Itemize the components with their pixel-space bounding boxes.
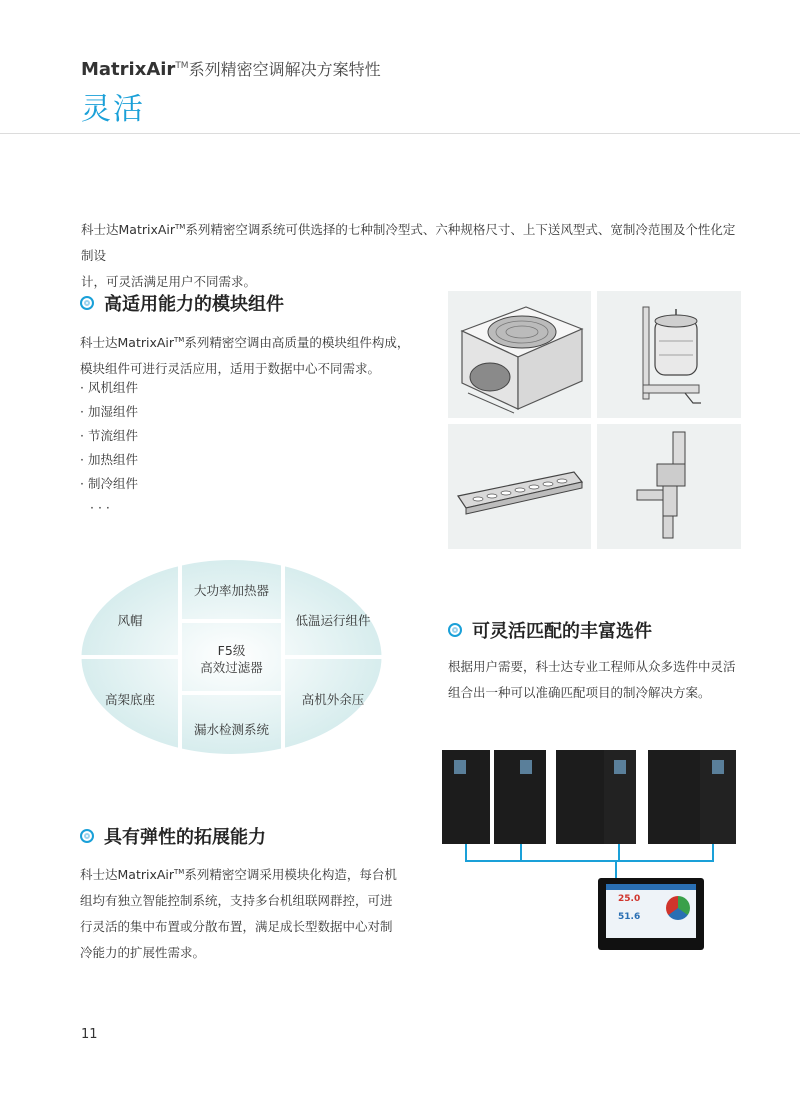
brand-name: MatrixAir [81,59,176,80]
ac-unit [556,750,604,844]
list-ellipsis: · · · [90,500,110,515]
expand-line3: 行灵活的集中布置或分散布置，满足成长型数据中心对制 [80,919,393,935]
unit-display-icon [520,760,532,774]
ac-unit [494,750,546,844]
expand-desc-b: 系列精密空调采用模块化构造，每台机 [184,867,397,883]
connector-line [615,860,617,880]
options-section-title [448,617,652,643]
expand-line4: 冷能力的扩展性需求。 [80,945,206,961]
touch-controller [598,878,704,950]
page-number: 11 [81,1027,98,1042]
option-cell: 高效过滤器 [200,660,263,675]
humidifier-image [597,291,741,418]
expand-tm: TM [174,868,185,876]
options-line1: 根据用户需要，科士达专业工程师从众多选件中灵活 [448,659,736,674]
trademark: TM [175,61,189,71]
humidifier-drawing [597,291,741,418]
valve-image [597,424,741,549]
page-heading: 灵活 [81,92,145,127]
intro-line2: 计，可灵活满足用户不同需求。 [81,274,257,290]
heater-image [448,424,591,549]
modules-desc-c: 模块组件可进行灵活应用，适用于数据中心不同需求。 [80,361,381,377]
modules-desc-a: 科士达MatrixAir [80,335,175,351]
header-divider [0,133,800,134]
fan-module-drawing [448,291,591,418]
modules-tm: TM [174,336,185,344]
ring-bullet-icon [448,623,462,637]
module-list [80,376,138,520]
expand-desc-a: 科士达MatrixAir [80,867,175,883]
ac-unit [604,750,636,844]
options-description [448,654,748,706]
intro-paragraph [81,214,746,295]
heater-drawing [448,424,591,549]
ac-unit [442,750,490,844]
brand-subtitle: 系列精密空调解决方案特性 [188,60,381,79]
expand-section-title [80,823,266,849]
gauge-icon [666,896,690,920]
ac-unit [648,750,700,844]
controller-reading: 51.6 [618,912,641,922]
intro-line1: 科士达MatrixAir [81,222,176,238]
list-item: · 加湿组件 [80,404,138,419]
option-cell: 高机外余压 [301,692,365,707]
option-cell: 大功率加热器 [193,583,269,598]
connector-bus [465,860,714,862]
unit-display-icon [614,760,626,774]
modules-desc-b: 系列精密空调由高质量的模块组件构成， [184,335,410,351]
options-title: 可灵活匹配的丰富选件 [472,621,652,642]
unit-display-icon [454,760,466,774]
list-item: · 制冷组件 [80,476,138,491]
option-cell: 高架底座 [104,692,155,707]
expand-title: 具有弹性的拓展能力 [104,827,266,848]
modules-section-title [80,290,284,316]
list-item: · 风机组件 [80,380,138,395]
network-units-diagram [440,748,740,958]
list-item: · 加热组件 [80,452,138,467]
options-line2: 组合出一种可以准确匹配项目的制冷解决方案。 [448,685,711,700]
option-cell: F5级 [217,643,246,658]
ring-bullet-icon [80,296,94,310]
ac-unit [700,750,736,844]
intro-tm: TM [175,223,186,231]
expand-description [80,859,420,966]
controller-screen [606,884,696,938]
option-cell: 漏水检测系统 [193,722,269,737]
options-diagram [80,559,383,755]
ring-bullet-icon [80,829,94,843]
option-cell: 风帽 [117,613,143,628]
list-item: · 节流组件 [80,428,138,443]
controller-reading: 25.0 [618,894,641,904]
modules-description [80,327,420,382]
brand-line [81,57,381,80]
fan-module-image [448,291,591,418]
unit-display-icon [712,760,724,774]
intro-line1-rest: 系列精密空调系统可供选择的七种制冷型式、六种规格尺寸、上下送风型式、宽制冷范围及个性化定制设 [81,222,736,264]
modules-title: 高适用能力的模块组件 [104,294,284,315]
expand-line2: 组均有独立智能控制系统，支持多台机组联网群控，可进 [80,893,393,909]
valve-drawing [597,424,741,549]
option-cell: 低温运行组件 [295,613,371,628]
